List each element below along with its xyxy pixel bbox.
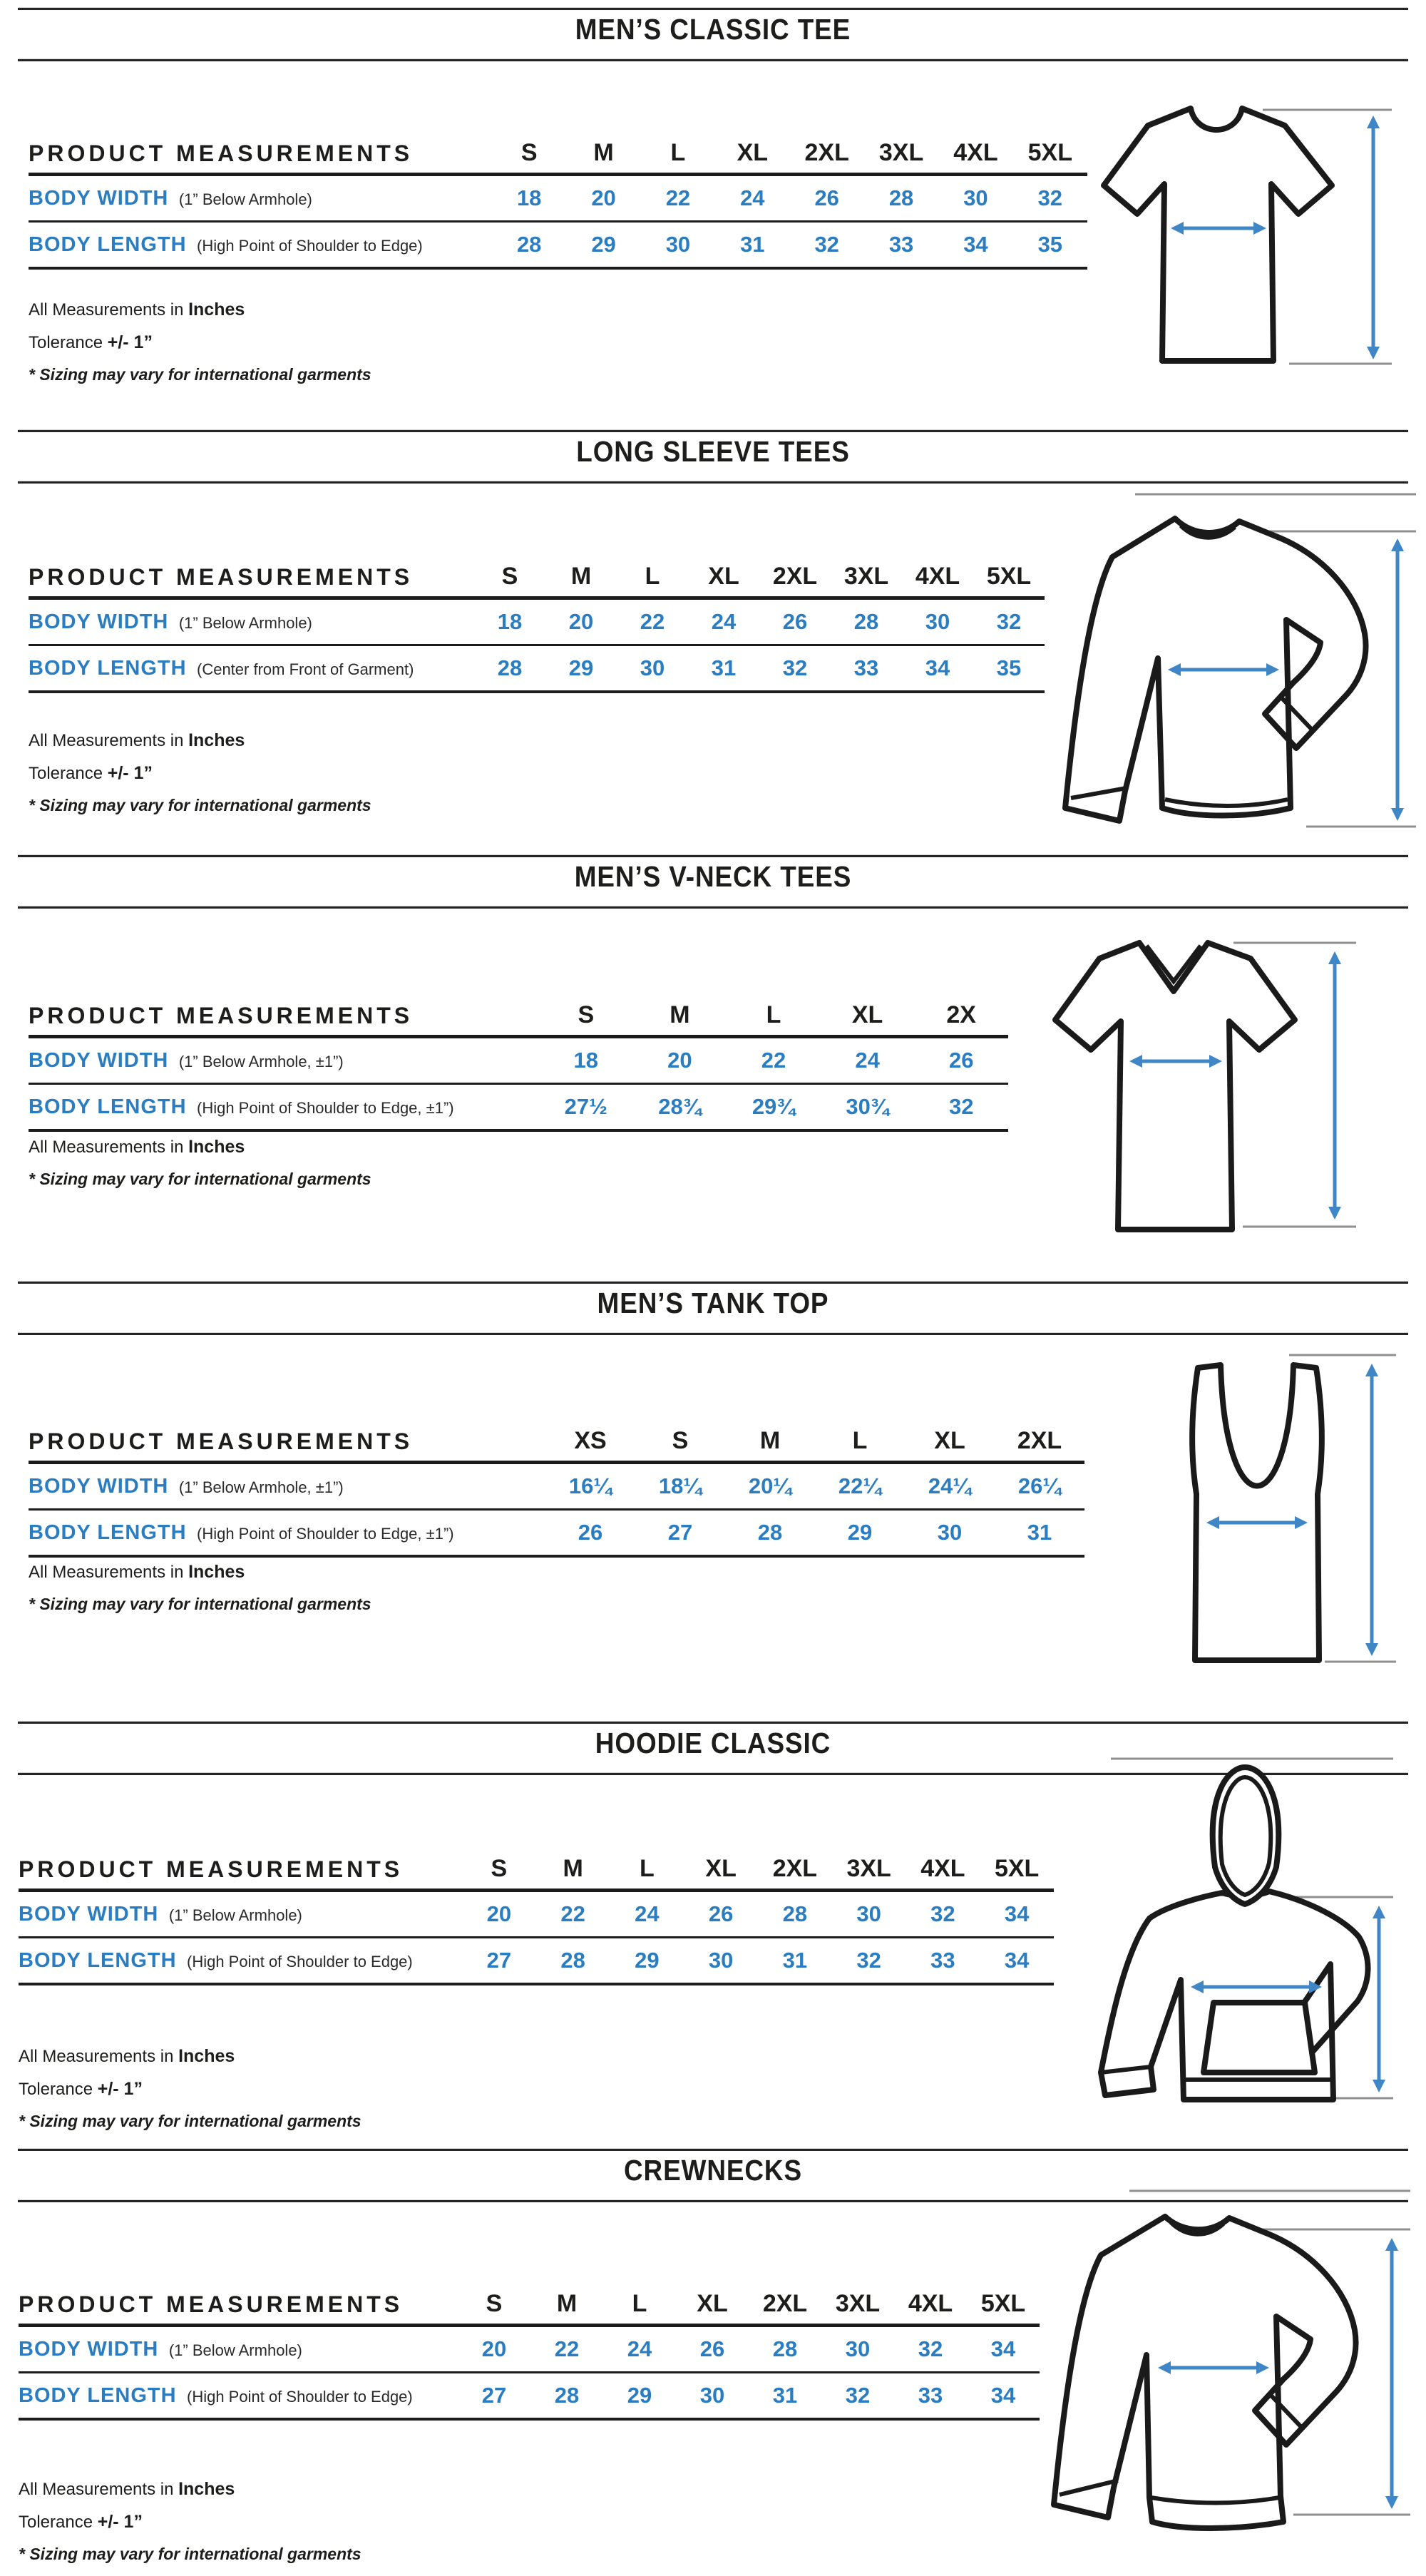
row-label-cell	[19, 2384, 458, 2408]
title-rule-bottom	[18, 1332, 1408, 1335]
measurement-value: 22	[640, 609, 665, 634]
note-measurements-bold: Inches	[188, 300, 245, 320]
tshirt-outline	[1104, 108, 1332, 361]
note-measurements-text: All Measurements in	[29, 1563, 184, 1582]
size-column-header: L	[645, 563, 660, 590]
note-sizing: * Sizing may vary for international garments	[29, 1595, 371, 1613]
measurement-value: 26	[578, 1520, 603, 1545]
title-rule-top	[18, 1281, 1408, 1284]
note-measurements-text: All Measurements in	[19, 2480, 174, 2499]
measurement-value: 24	[635, 1901, 660, 1926]
measurement-value: 20	[486, 1901, 512, 1926]
size-column-header: S	[672, 1427, 689, 1454]
measurement-value: 31	[711, 655, 737, 680]
measurement-value: 27	[481, 2383, 507, 2408]
table-header-label: PRODUCT MEASUREMENTS	[19, 1856, 404, 1882]
notes-block	[29, 300, 371, 397]
measurements-table	[19, 2278, 1040, 2421]
row-label-note: (Center from Front of Garment)	[197, 660, 414, 678]
measurement-value: 22¼	[838, 1473, 882, 1498]
size-column-header: XS	[574, 1427, 607, 1454]
row-label: BODY WIDTH	[29, 1048, 169, 1072]
body-length-arrow	[1391, 538, 1404, 821]
measurement-value: 29	[627, 2383, 652, 2408]
measurement-value: 24¼	[928, 1473, 972, 1498]
note-tolerance-text: Tolerance	[29, 764, 103, 783]
note-sizing: * Sizing may vary for international garments	[19, 2112, 361, 2130]
measurement-value: 22	[761, 1048, 786, 1073]
measurement-value: 22	[665, 185, 691, 210]
size-column-header: M	[556, 2290, 578, 2317]
measurement-value: 18	[516, 185, 542, 210]
measurement-value: 28	[516, 232, 542, 257]
table-body	[29, 600, 1045, 693]
section-long-sleeve	[0, 425, 1426, 850]
section-v-neck	[0, 850, 1426, 1275]
size-column-header: 5XL	[980, 2290, 1026, 2317]
row-label-cell	[29, 187, 492, 210]
table-row	[29, 1511, 1084, 1558]
note-tolerance-bold: +/- 1”	[107, 332, 153, 352]
note-tolerance-text: Tolerance	[19, 2080, 93, 2099]
measurement-value: 18	[573, 1048, 599, 1073]
note-measurements-text: All Measurements in	[19, 2047, 174, 2066]
size-column-header: 2XL	[1017, 1427, 1062, 1454]
measurement-value: 32	[1037, 185, 1063, 210]
note-tolerance-bold: +/- 1”	[97, 2079, 143, 2099]
measurements-table	[19, 1843, 1054, 1985]
measurement-value: 32	[814, 232, 839, 257]
measurement-value: 35	[1037, 232, 1063, 257]
size-column-header: L	[852, 1427, 868, 1454]
size-column-header: 4XL	[908, 2290, 953, 2317]
section-tank-top	[0, 1275, 1426, 1700]
size-column-header: M	[563, 1855, 583, 1882]
row-label-cell	[19, 1903, 462, 1926]
size-column-header: L	[670, 139, 686, 166]
measurement-value: 26	[782, 609, 808, 634]
measurement-value: 24	[740, 185, 765, 210]
v-neck-illustration	[1032, 921, 1360, 1249]
size-column-header: M	[759, 1427, 781, 1454]
row-label-cell	[19, 1949, 462, 1973]
measurement-value: 20	[591, 185, 616, 210]
crewneck-illustration	[1022, 2181, 1415, 2537]
table-header-label: PRODUCT MEASUREMENTS	[29, 140, 414, 166]
row-label-note: (High Point of Shoulder to Edge)	[197, 236, 423, 255]
row-label: BODY WIDTH	[19, 2337, 159, 2361]
table-body	[29, 176, 1087, 270]
title-rule-bottom	[18, 58, 1408, 61]
notes-block	[29, 730, 371, 827]
title-rule-bottom	[18, 906, 1408, 909]
size-column-header: XL	[934, 1427, 965, 1454]
table-header-row	[19, 1843, 1054, 1892]
measurement-value: 33	[888, 232, 914, 257]
row-label-cell	[29, 610, 474, 634]
size-column-header: 2X	[946, 1001, 976, 1028]
table-row	[19, 2327, 1040, 2373]
kangaroo-pocket	[1204, 2003, 1315, 2072]
row-label-cell	[29, 1049, 539, 1073]
row-label-note: (1” Below Armhole)	[168, 2341, 302, 2359]
size-column-header: 3XL	[846, 1855, 891, 1882]
size-column-header: S	[520, 139, 538, 166]
v-neck-outline	[1055, 943, 1295, 1230]
section-title: LONG SLEEVE TEES	[576, 435, 850, 468]
garment-illustration	[1035, 486, 1420, 849]
row-label-cell	[29, 657, 474, 680]
measurement-value: 18¼	[658, 1473, 702, 1498]
size-column-header: S	[501, 563, 518, 590]
measurement-value: 24	[855, 1048, 880, 1073]
measurement-value: 29	[591, 232, 616, 257]
measurement-value: 29	[635, 1948, 660, 1973]
section-crewneck	[0, 2125, 1426, 2563]
size-column-header: 4XL	[915, 563, 960, 590]
table-row	[29, 600, 1045, 646]
measurement-value: 27	[486, 1948, 512, 1973]
note-sizing: * Sizing may vary for international garments	[29, 796, 371, 814]
measurement-value: 34	[990, 2336, 1016, 2361]
title-rule-top	[18, 429, 1408, 432]
table-header-label: PRODUCT MEASUREMENTS	[29, 564, 414, 590]
measurement-value: 30	[665, 232, 691, 257]
garment-illustration	[1097, 93, 1396, 378]
size-column-header: S	[486, 2290, 503, 2317]
measurement-value: 24	[627, 2336, 652, 2361]
measurements-table	[29, 1415, 1084, 1558]
note-sizing: * Sizing may vary for international garments	[29, 365, 371, 384]
row-label: BODY LENGTH	[19, 1948, 177, 1972]
body-length-arrow	[1373, 1906, 1385, 2092]
row-label-cell	[19, 2338, 458, 2361]
measurement-value: 32	[845, 2383, 871, 2408]
table-row	[29, 176, 1087, 223]
measurement-value: 30	[708, 1948, 734, 1973]
long-sleeve-illustration	[1035, 486, 1420, 849]
measurement-value: 30	[937, 1520, 963, 1545]
row-label: BODY LENGTH	[29, 1095, 187, 1118]
body-length-arrow	[1367, 116, 1380, 359]
note-measurements	[29, 1562, 371, 1583]
measurement-value: 34	[963, 232, 988, 257]
size-column-header: M	[670, 1001, 690, 1028]
row-label-note: (1” Below Armhole)	[178, 613, 312, 632]
row-label: BODY LENGTH	[29, 656, 187, 680]
table-header-row	[29, 1415, 1084, 1464]
measurement-value: 32	[918, 2336, 943, 2361]
note-tolerance-text: Tolerance	[29, 333, 103, 352]
size-column-header: S	[578, 1001, 595, 1028]
section-title: CREWNECKS	[623, 2154, 803, 2187]
classic-tee-illustration	[1097, 93, 1396, 378]
notes-block	[29, 1137, 371, 1201]
body-length-arrow	[1328, 951, 1341, 1220]
measurement-value: 30	[845, 2336, 871, 2361]
table-header-row	[29, 989, 1008, 1038]
row-label-cell	[29, 1475, 545, 1498]
title-rule-bottom	[18, 481, 1408, 484]
measurement-value: 27½	[564, 1094, 607, 1119]
note-measurements	[29, 1137, 371, 1157]
notes-block	[19, 2479, 361, 2576]
row-label-cell	[29, 233, 492, 257]
table-header-row	[19, 2278, 1040, 2327]
measurement-value: 30	[640, 655, 665, 680]
body-length-arrow	[1365, 1364, 1378, 1656]
measurement-value: 29	[568, 655, 594, 680]
crewneck-outline	[1054, 2217, 1356, 2528]
row-label: BODY LENGTH	[29, 1520, 187, 1544]
title-rule-top	[18, 1721, 1408, 1724]
size-column-header: 2XL	[772, 563, 818, 590]
table-header-label: PRODUCT MEASUREMENTS	[19, 2291, 404, 2317]
note-measurements-text: All Measurements in	[29, 731, 184, 750]
hoodie-illustration	[1082, 1750, 1396, 2110]
measurement-value: 30	[856, 1901, 881, 1926]
measurement-value: 18	[497, 609, 523, 634]
measurement-value: 22	[560, 1901, 585, 1926]
table-row	[19, 1892, 1054, 1938]
size-column-header: 5XL	[994, 1855, 1040, 1882]
table-row	[29, 1038, 1008, 1085]
notes-block	[29, 1562, 371, 1626]
measurements-table	[29, 989, 1008, 1132]
note-sizing: * Sizing may vary for international garments	[29, 1170, 371, 1188]
row-label: BODY WIDTH	[19, 1902, 159, 1926]
measurement-value: 28	[757, 1520, 783, 1545]
measurement-value: 26	[814, 185, 839, 210]
row-label-note: (1” Below Armhole)	[168, 1906, 302, 1924]
size-column-header: M	[593, 139, 614, 166]
row-label-note: (High Point of Shoulder to Edge)	[187, 1952, 413, 1971]
measurement-value: 28	[782, 1901, 808, 1926]
size-column-header: XL	[851, 1001, 883, 1028]
size-column-header: 3XL	[878, 139, 924, 166]
size-column-header: M	[570, 563, 592, 590]
measurement-value: 35	[996, 655, 1022, 680]
measurement-value: 22	[554, 2336, 580, 2361]
size-column-header: 5XL	[1027, 139, 1072, 166]
note-tolerance	[19, 2512, 361, 2532]
measurement-value: 32	[948, 1094, 974, 1119]
table-header-label: PRODUCT MEASUREMENTS	[29, 1428, 414, 1454]
table-row	[29, 223, 1087, 270]
size-column-header: 2XL	[762, 2290, 808, 2317]
note-sizing: * Sizing may vary for international garments	[19, 2545, 361, 2563]
measurement-value: 31	[782, 1948, 808, 1973]
measurement-value: 28	[560, 1948, 585, 1973]
table-header-row	[29, 127, 1087, 176]
size-column-header: 3XL	[843, 563, 889, 590]
measurements-table	[29, 551, 1045, 693]
row-label-note: (1” Below Armhole, ±1”)	[178, 1478, 344, 1496]
measurement-value: 29	[847, 1520, 873, 1545]
table-body	[29, 1464, 1084, 1558]
size-column-header: 3XL	[835, 2290, 881, 2317]
row-label-note: (High Point of Shoulder to Edge)	[187, 2387, 413, 2406]
measurement-value: 34	[1004, 1901, 1030, 1926]
measurement-value: 31	[740, 232, 765, 257]
note-tolerance-bold: +/- 1”	[97, 2512, 143, 2532]
measurement-value: 33	[918, 2383, 943, 2408]
tank-outline	[1192, 1365, 1322, 1660]
section-hoodie	[0, 1700, 1426, 2130]
tank-top-illustration	[1114, 1341, 1399, 1683]
table-body	[19, 1892, 1054, 1985]
measurement-value: 31	[1027, 1520, 1052, 1545]
title-rule-top	[18, 2148, 1408, 2151]
measurement-value: 20¼	[748, 1473, 792, 1498]
note-measurements-text: All Measurements in	[29, 1138, 184, 1157]
table-row	[29, 646, 1045, 693]
size-column-header: XL	[708, 563, 739, 590]
measurement-value: 20	[568, 609, 594, 634]
note-measurements-text: All Measurements in	[29, 300, 184, 320]
size-column-header: 4XL	[920, 1855, 965, 1882]
table-body	[19, 2327, 1040, 2421]
row-label: BODY WIDTH	[29, 610, 169, 633]
measurement-value: 32	[930, 1901, 955, 1926]
garment-illustration	[1022, 2181, 1415, 2537]
measurement-value: 28	[554, 2383, 580, 2408]
title-rule-top	[18, 854, 1408, 857]
row-label: BODY WIDTH	[29, 1474, 169, 1498]
measurement-value: 16¼	[568, 1473, 612, 1498]
section-title: MEN’S V-NECK TEES	[574, 860, 852, 893]
section-title: MEN’S CLASSIC TEE	[575, 13, 851, 46]
note-measurements	[19, 2046, 361, 2067]
measurement-value: 29¾	[752, 1094, 796, 1119]
note-tolerance	[29, 332, 371, 353]
table-row	[19, 2373, 1040, 2421]
measurement-value: 28¾	[658, 1094, 702, 1119]
table-header-row	[29, 551, 1045, 600]
table-body	[29, 1038, 1008, 1132]
measurements-table	[29, 127, 1087, 270]
garment-illustration	[1082, 1750, 1396, 2110]
note-measurements-bold: Inches	[188, 1137, 245, 1157]
row-label-note: (1” Below Armhole, ±1”)	[178, 1052, 344, 1070]
table-row	[29, 1464, 1084, 1511]
size-column-header: 2XL	[804, 139, 849, 166]
size-column-header: 4XL	[953, 139, 998, 166]
size-column-header: L	[639, 1855, 655, 1882]
note-measurements	[29, 300, 371, 320]
measurement-value: 26	[948, 1048, 974, 1073]
measurement-value: 27	[667, 1520, 693, 1545]
row-label-cell	[29, 1521, 545, 1545]
size-column-header: L	[632, 2290, 647, 2317]
measurement-value: 33	[853, 655, 879, 680]
size-column-header: 2XL	[772, 1855, 818, 1882]
size-column-header: S	[491, 1855, 508, 1882]
table-header-label: PRODUCT MEASUREMENTS	[29, 1003, 414, 1028]
table-row	[29, 1085, 1008, 1132]
row-label-note: (High Point of Shoulder to Edge, ±1”)	[197, 1098, 454, 1117]
note-measurements	[19, 2479, 361, 2500]
table-row	[19, 1938, 1054, 1985]
row-label-cell	[29, 1095, 539, 1119]
measurement-value: 30	[699, 2383, 725, 2408]
title-rule-top	[18, 7, 1408, 10]
measurement-value: 28	[772, 2336, 798, 2361]
garment-illustration	[1032, 921, 1360, 1249]
measurement-value: 33	[930, 1948, 955, 1973]
note-tolerance	[29, 763, 371, 784]
note-measurements-bold: Inches	[188, 1562, 245, 1582]
measurement-value: 28	[853, 609, 879, 634]
row-label: BODY LENGTH	[19, 2383, 177, 2407]
note-tolerance-text: Tolerance	[19, 2513, 93, 2532]
note-measurements-bold: Inches	[188, 730, 245, 750]
row-label-note: (High Point of Shoulder to Edge, ±1”)	[197, 1524, 454, 1543]
measurement-value: 34	[925, 655, 950, 680]
measurement-value: 28	[888, 185, 914, 210]
row-label-note: (1” Below Armhole)	[178, 190, 312, 208]
note-measurements	[29, 730, 371, 751]
measurement-value: 24	[711, 609, 737, 634]
measurement-value: 31	[772, 2383, 798, 2408]
measurement-value: 30	[963, 185, 988, 210]
row-label: BODY LENGTH	[29, 232, 187, 256]
row-label: BODY WIDTH	[29, 186, 169, 210]
size-column-header: 5XL	[986, 563, 1032, 590]
measurement-value: 34	[1004, 1948, 1030, 1973]
section-title: MEN’S TANK TOP	[597, 1287, 829, 1319]
note-tolerance	[19, 2079, 361, 2100]
measurement-value: 32	[996, 609, 1022, 634]
section-classic-tee	[0, 0, 1426, 425]
body-length-arrow	[1385, 2238, 1398, 2509]
size-column-header: XL	[737, 139, 769, 166]
section-title: HOODIE CLASSIC	[595, 1727, 831, 1759]
measurement-value: 26	[699, 2336, 725, 2361]
measurement-value: 32	[856, 1948, 881, 1973]
measurement-value: 34	[990, 2383, 1016, 2408]
garment-illustration	[1114, 1341, 1399, 1683]
measurement-value: 28	[497, 655, 523, 680]
note-tolerance-bold: +/- 1”	[107, 763, 153, 783]
measurement-value: 20	[481, 2336, 507, 2361]
size-column-header: XL	[697, 2290, 728, 2317]
measurement-value: 30¾	[846, 1094, 889, 1119]
size-column-header: L	[766, 1001, 781, 1028]
measurement-value: 26¼	[1017, 1473, 1062, 1498]
measurement-value: 20	[667, 1048, 692, 1073]
measurement-value: 26	[708, 1901, 734, 1926]
note-measurements-bold: Inches	[178, 2046, 235, 2066]
size-column-header: XL	[705, 1855, 737, 1882]
measurement-value: 30	[925, 609, 950, 634]
note-measurements-bold: Inches	[178, 2479, 235, 2499]
measurement-value: 32	[782, 655, 808, 680]
